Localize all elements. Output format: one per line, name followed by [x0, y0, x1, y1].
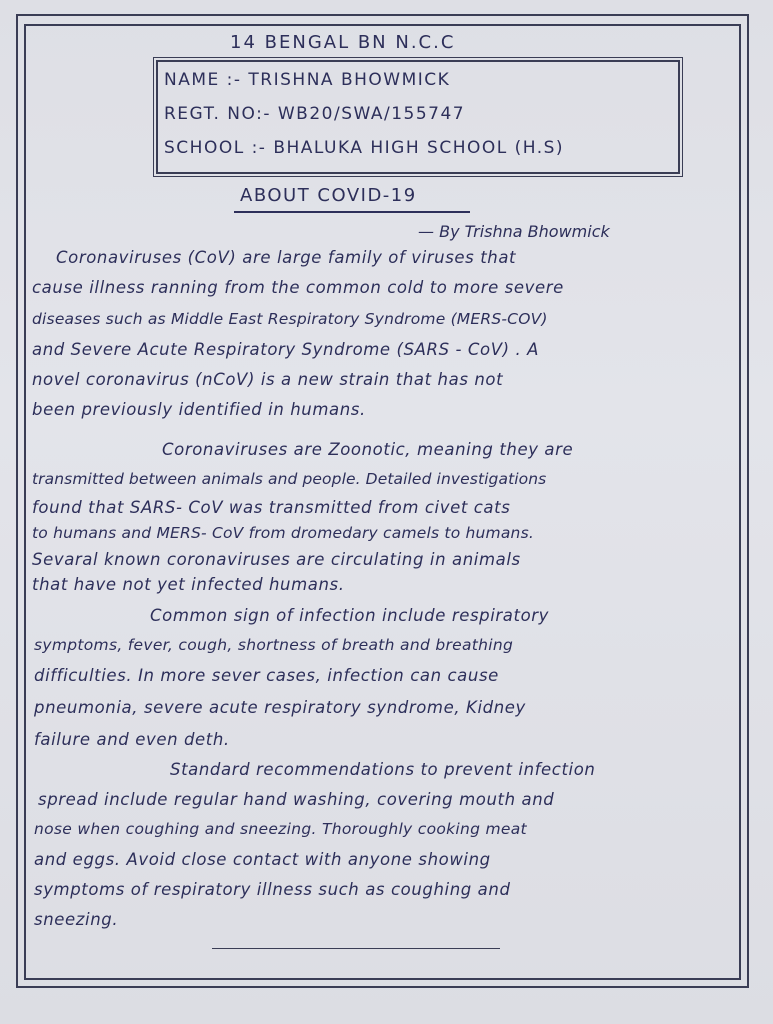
student-name: NAME :- TRISHNA BHOWMICK: [164, 70, 451, 90]
essay-line: Common sign of infection include respiratory: [150, 606, 550, 625]
essay-line: Sevaral known coronaviruses are circulating in animals: [32, 550, 521, 569]
essay-line: pneumonia, severe acute respiratory syndrome, Kidney: [34, 698, 526, 717]
essay-line: sneezing.: [34, 910, 119, 929]
essay-line: and eggs. Avoid close contact with anyone showing: [34, 850, 491, 869]
school-name: SCHOOL :- BHALUKA HIGH SCHOOL (H.S): [164, 138, 565, 158]
essay-line: found that SARS- CoV was transmitted from civet cats: [32, 498, 511, 517]
essay-line: failure and even deth.: [34, 730, 230, 749]
essay-line: novel coronavirus (nCoV) is a new strain that has not: [32, 370, 504, 389]
essay-line: Coronaviruses (CoV) are large family of viruses that: [56, 248, 517, 267]
essay-line: diseases such as Middle East Respiratory Syndrome (MERS-COV): [32, 310, 548, 328]
registration-number: REGT. NO:- WB20/SWA/155747: [164, 104, 466, 124]
essay-line: nose when coughing and sneezing. Thoroughly cooking meat: [34, 820, 527, 838]
essay-byline: — By Trishna Bhowmick: [418, 222, 610, 241]
essay-line: cause illness ranning from the common cold to more severe: [32, 278, 564, 297]
essay-line: to humans and MERS- CoV from dromedary camels to humans.: [32, 524, 534, 542]
essay-line: spread include regular hand washing, covering mouth and: [38, 790, 555, 809]
essay-line: symptoms, fever, cough, shortness of breath and breathing: [34, 636, 514, 654]
essay-line: difficulties. In more sever cases, infection can cause: [34, 666, 499, 685]
title-underline: [234, 211, 470, 213]
essay-line: Coronaviruses are Zoonotic, meaning they are: [162, 440, 574, 459]
unit-heading: 14 BENGAL BN N.C.C: [230, 32, 456, 53]
essay-line: symptoms of respiratory illness such as coughing and: [34, 880, 511, 899]
essay-line: been previously identified in humans.: [32, 400, 366, 419]
signature-line: [212, 948, 500, 949]
essay-line: that have not yet infected humans.: [32, 575, 345, 594]
essay-line: Standard recommendations to prevent infection: [170, 760, 596, 779]
essay-title: ABOUT COVID-19: [240, 185, 417, 206]
essay-line: and Severe Acute Respiratory Syndrome (SARS - CoV) . A: [32, 340, 540, 359]
student-info-box: [156, 60, 680, 174]
essay-line: transmitted between animals and people. Detailed investigations: [32, 470, 547, 488]
